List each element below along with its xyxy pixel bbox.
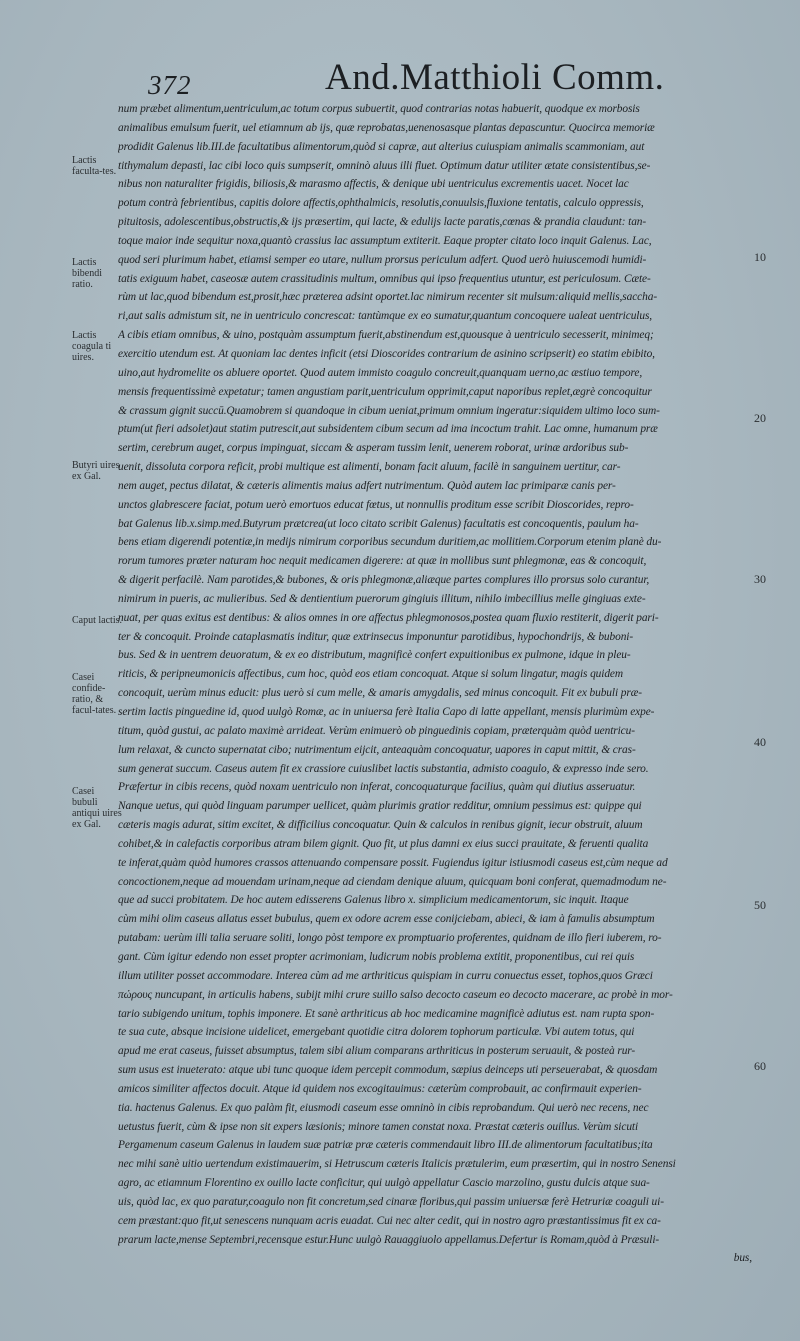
text-line: cem præstant:quo fit,ut senescens nunquam acris euadat. Cui nec alter cedit, qui in nostro agro præstantissimus fit ex ca- (118, 1214, 661, 1227)
text-line: sum generat succum. Caseus autem fit ex crassiore cuiuslibet lactis substantia, admisto coagulo, & expresso inde sero. (118, 762, 649, 775)
text-line: concoquit, uerùm minus educit: plus uerò si cum melle, & amaris amygdalis, sed minus concoquit. Fit ex bubuli præ- (118, 687, 642, 700)
text-line: bus, (733, 1252, 752, 1265)
text-line: cæteris magis adurat, sitim excitet, & difficilius concoquatur. Quin & calculos in renibus gignit, iecur obstruit, aluum (118, 819, 643, 832)
text-line: titum, quòd gustui, ac palato maximè arrideat. Verùm enimuerò ob pinguedinis copiam, præterquàm quòd uentricu- (118, 724, 635, 737)
text-line: exercitio utendum est. At quoniam lac dentes inficit (etsi Dioscorides contrarium de asinino scripserit) eo statim ebibito, (118, 347, 655, 360)
text-line: mensis frequentissimè expetatur; tamen angustiam parit,uentriculum opprimit,caput naporibus replet,ægrè concoquitur (118, 385, 652, 398)
text-line: te inferat,quàm quòd humores crassos attenuando compensare possit. Fugiendus igitur istiusmodi caseus est,cùm neque ad (118, 856, 668, 869)
text-line: illum utiliter posset accommodare. Interea cùm ad me arthriticus quispiam in curru conuectus esset, tophos,quos Græci (118, 969, 653, 982)
text-line: Pergamenum caseum Galenus in laudem suæ patriæ præ cæteris commendauit libro III.de alimentorum facultatibus;ita (118, 1139, 653, 1152)
text-line: num præbet alimentum,uentriculum,ac totum corpus subuertit, quod contrarias notas habuerit, quodque ex morbosis (118, 103, 640, 115)
text-line: tario subigendo unitum, tophis imponere. Et sanè arthriticus ab hoc medicamine magnificè adiutus est. nam rupta spon- (118, 1007, 655, 1020)
text-line: concoctionem,neque ad mouendam urinam,neque ad ciendam denique aluum, quicquam boni conferat, quemadmodum ne- (118, 875, 667, 888)
text-line: uenit, dissoluta corpora reficit, probi multique est alimenti, bonam facit aluum, facilè in sanguinem uertitur, car- (118, 461, 621, 474)
text-line: pituitosis, adolescentibus,obstructis,& ijs præsertim, qui lacte, & edulijs lacte paratis,cœnas & prandia claudunt: tan- (118, 216, 647, 229)
text-line: prarum lacte,mense Septembri,recensque estur.Hunc uulgò Rauaggiuolo appellamus.Defertur is Romam,quòd à Præsuli- (118, 1233, 660, 1246)
line-number: 10 (754, 250, 766, 264)
line-number: 60 (754, 1059, 766, 1073)
text-line: & digerit perfacilè. Nam parotides,& bubones, & oris phlegmonæ,aliæque partes complures illo prorsus solo curantur, (118, 574, 650, 587)
text-line: apud me erat caseus, fuisset absumptus, talem sibi alium comparans arthriticus in posterum seruauit, & posteà rur- (118, 1045, 636, 1058)
text-line: animalibus emulsum fuerit, uel etiamnum ab ijs, quæ reprobatas,uenenosasque plantas depascuntur. Quocirca memoriæ (118, 121, 655, 134)
text-line: A cibis etiam omnibus, & uino, postquàm assumptum fuerit,abstinendum est,quousque à uentriculo secesserit, minimeq; (118, 329, 654, 342)
text-line: que ad succi probitatem. De hoc autem edisserens Galenus libro x. simplicium medicamentorum, sic inquit. Itaque (118, 894, 629, 907)
text-line: uetustus fuerit, cùm & ipse non sit expers læsionis; minore tamen constat noxa. Præstat cæteris ouillus. Verùm sicuti (118, 1120, 639, 1133)
margin-note: Caput lactis. (72, 615, 122, 626)
line-number: 20 (754, 411, 766, 425)
margin-note: Lactis coagula ti uires. (72, 330, 112, 363)
margin-note: Lactis bibendi ratio. (72, 257, 102, 290)
text-line: sertim lactis pinguedine id, quod uulgò Romæ, ac in uniuersa ferè Italia Capo di latte appellant, mensis plurimùm expe- (118, 706, 655, 718)
text-line: lum relaxat, & cuncto supernatat cibo; nutrimentum eijcit, anteaquàm concoquatur, uapores in caput mittit, & cras- (118, 743, 636, 756)
text-line: riticis, & peripneumonicis affectibus, cum hoc, quòd eos etiam concoquat. Atque si solum lingatur, magis quidem (118, 668, 624, 681)
commentary-body (118, 100, 752, 1268)
text-line: tithymalum depasti, lac cibi loco quis sumpserit, omninò aluus illi fluet. Optimum datur utiliter ætate consistentibus,se- (118, 159, 651, 172)
text-line: rorum tumores præter naturam hoc nequit medicamen digerere: at quæ in mollibus sunt phlegmonæ, eas & concoquit, (118, 555, 647, 568)
line-number: 50 (754, 898, 766, 912)
text-line: cohibet,& in calefactis corporibus atram bilem gignit. Quo fit, ut plus damni ex eius succi prauitate, & feruenti qualita (118, 837, 649, 850)
text-line: & crassum gignit succū.Quamobrem si quandoque in cibum ueniat,primum omnium ingeratur:siquidem ultimo loco sum- (118, 404, 660, 417)
page-header (0, 48, 800, 98)
text-line: tatis exiguum habet, caseosæ autem crassitudinis multum, omnibus qui ipso frequentius utuntur, est periculosum. Cæte- (118, 272, 651, 285)
text-line: πώρους nuncupant, in articulis habens, subijt mihi crure suillo salso decocto caseum eo decocto macerare, ac probè in mor- (118, 988, 673, 1001)
margin-note: Butyri uires ex Gal. (72, 460, 120, 482)
text-line: Præfertur in cibis recens, quòd noxam uentriculo non inferat, concoquaturque facilius, quàm qui diutius asseruatur. (118, 781, 636, 794)
text-line: bus. Sed & in uentrem deuoratum, & ex eo distributum, magnificè confert expuitionibus ex pulmone, idque in pleu- (118, 649, 631, 662)
text-line: ptum(ut fieri adsolet)aut statim putrescit,aut subsidentem cibum secum ad ima incoctum trahit. Lac omne, humanum præ (118, 423, 658, 436)
running-head: And.Matthioli Comm. (325, 57, 665, 98)
text-line: unctos glabrescere faciat, potum uerò emortuos educat fœtus, ut nonnullis proditum esse scribit Dioscorides, repro- (118, 498, 634, 511)
text-line: potum contrà febrientibus, capitis dolore affectis,ophthalmicis, resolutis,conuulsis,fluxione tentatis, calculo oppressis, (118, 197, 644, 210)
text-line: ri,aut salis admistum sit, ne in uentriculo concrescat: tantùmque ex eo sumatur,quantum concoquere ualeat uentriculus, (118, 310, 653, 323)
text-line: agro, ac etiamnum Florentino ex ouillo lacte conficitur, qui uulgò appellatur Cascio marzolino, gustu dulcis atque sua- (118, 1177, 650, 1190)
text-line: nem auget, pectus dilatat, & cæteris alimentis maius adfert nutrimentum. Quòd autem lac primiparæ canis per- (118, 479, 616, 492)
margin-note: Casei bubuli antiqui uires ex Gal. (72, 786, 122, 830)
text-line: bens etiam digerendi potentiæ,in medijs nimirum corporibus secundum duritiem,ac mollitiem.Corporum etenim planè du- (118, 536, 662, 549)
text-line: nec mihi sanè uitio uertendum existimauerim, si Hetruscum cæteris Italicis prætulerim, eum præsertim, qui in nostro Senensi (118, 1158, 676, 1171)
margin-note: Lactis faculta-tes. (72, 155, 117, 177)
text-line: nuat, per quas exitus est dentibus: & alios omnes in ore affectus phlegmonosos,postea quam fluxio restiterit, digerit pari- (118, 611, 659, 624)
line-number: 30 (754, 572, 766, 586)
text-line: ter & concoquit. Proinde cataplasmatis inditur, quæ extrinsecus imponuntur parotidibus, hypochondrijs, & buboni- (118, 630, 634, 643)
text-line: rùm ut lac,quod bibendum est,prosit,hæc præterea adsint oportet.lac nimirum recenter sit mulsum:aliquid mellis,saccha- (118, 291, 658, 304)
line-number: 40 (754, 735, 766, 749)
text-line: te sua cute, absque incisione uidelicet, emergebant quotidie citra dolorem tophorum particulæ. Vbi autem totus, qui (118, 1026, 635, 1039)
margin-note: Casei confide-ratio, & facul-tates. (72, 672, 117, 716)
text-line: toque maior inde sequitur noxa,quantò crassius lac assumptum extiterit. Eaque propter citato loco inquit Galenus. Lac, (118, 234, 652, 247)
text-line: nimirum in pueris, ac mulieribus. Sed & dentientium puerorum gingiuis illitum, nihilo imbecillius melle gingiuas exte- (118, 592, 646, 605)
text-line: prodidit Galenus lib.III.de facultatibus alimentorum,quòd si capræ, aut alterius cuiuspiam animalis scammoniam, aut (118, 140, 645, 153)
text-line: cùm mihi olim caseus allatus esset bubulus, quem ex odore acrem esse conijciebam, abieci, & iam à famulis absumptum (118, 913, 655, 926)
text-line: uino,aut hydromelite os abluere oportet. Quod autem immisto coagulo concreuit,quanquam uerno,ac æstiuo tempore, (118, 366, 643, 379)
text-line: uis, quòd lac, ex quo paratur,coagulo non fit concretum,sed cinaræ floribus,qui passim uniuersæ ferè Hetruriæ coaguli ui- (118, 1195, 664, 1208)
text-line: quod seri plurimum habet, etiamsi semper eo utare, nullum prorsus periculum adfert. Quod uerò huiuscemodi humidi- (118, 253, 647, 266)
text-line: tia. hactenus Galenus. Ex quo palàm fit, eiusmodi caseum esse omninò in cibis reprobandum. Qui uerò nec recens, nec (118, 1101, 649, 1114)
text-line: putabam: uerùm illi talia seruare soliti, longo pòst tempore ex promptuario proferentes, quidnam de illo fieri iuberem, ro- (118, 932, 662, 945)
text-line: sum usus est inueterato: atque ubi tunc quoque idem percepit commodum, sæpius deinceps uti perseuerabat, & quosdam (118, 1064, 658, 1077)
text-line: bat Galenus lib.x.simp.med.Butyrum prætcrea(ut loco citato scribit Galenus) facultatis est concoquentis, paulum ha- (118, 517, 639, 530)
text-line: Nanque uetus, qui quòd linguam parumper uellicet, quàm plurimis gratior redditur, omnium pessimus est: quippe qui (118, 800, 642, 813)
text-line: amicos similiter affectos docuit. Atque id quidem nos excogitauimus: cæterùm comprobauit, ac confirmauit experien- (118, 1082, 642, 1095)
text-line: gant. Cùm igitur edendo non esset propter acrimoniam, ludicrum nobis problema extitit, proponentibus, cui rei quis (118, 950, 635, 963)
text-line: nibus non naturaliter frigidis, biliosis,& marasmo affectis, & denique ubi uentriculus excrementis uacet. Nocet lac (118, 178, 629, 191)
page-number: 372 (148, 70, 192, 100)
text-line: sertim, cerebrum auget, corpus impinguat, siccam & asperam tussim lenit, uenerem roborat, urinæ ardoribus sub- (118, 442, 629, 455)
